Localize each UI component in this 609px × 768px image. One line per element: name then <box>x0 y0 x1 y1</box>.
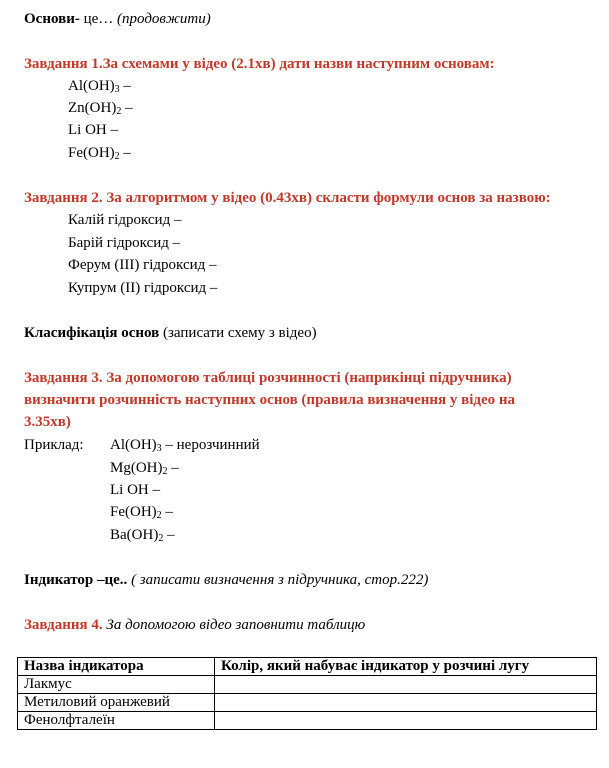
task2-item: Ферум (ІІІ) гідроксид – <box>68 257 217 273</box>
indicator-term: Індикатор –це.. <box>24 572 128 588</box>
table-cell-color[interactable] <box>215 712 597 730</box>
task4-hint: За допомогою відео заповнити таблицю <box>102 617 366 633</box>
table-header-cell: Колір, який набуває індикатор у розчині лугу <box>215 658 597 676</box>
table-cell-color[interactable] <box>215 676 597 694</box>
table-row <box>18 694 597 712</box>
task4-title: Завдання 4. <box>24 617 103 633</box>
table-header-cell: Назва індикатора <box>18 658 215 676</box>
classification-hint: (записати схему з відео) <box>159 325 317 341</box>
classification-term: Класифікація основ <box>24 325 160 341</box>
table-cell-color[interactable] <box>215 694 597 712</box>
example-label: Приклад: <box>24 437 84 453</box>
task3-title-line: 3.35хв) <box>24 414 71 430</box>
task1-title: Завдання 1.За схемами у відео (2.1хв) дати назви наступним основам: <box>24 56 495 72</box>
indicator-line <box>24 571 428 590</box>
indicator-hint: ( записати визначення з підручника, стор.222) <box>127 572 429 588</box>
task1-item: Li OH – <box>68 122 118 138</box>
table-row <box>18 712 597 730</box>
classification-line <box>24 324 317 343</box>
table-cell-indicator: Метиловий оранжевий <box>18 694 215 712</box>
task3-item: $Al(OH)_3$ – нерозчинний <box>110 437 260 454</box>
task2-item: Калій гідроксид – <box>68 212 182 228</box>
task3-item: $Fe(OH)_2$ – <box>110 504 173 521</box>
intro-term: Основи- <box>24 11 80 27</box>
task4-line <box>24 616 365 635</box>
indicator-table <box>17 657 597 730</box>
task3-item: Li OH – <box>110 482 160 498</box>
task3-title-line: визначити розчинність наступних основ (правила визначення у відео на <box>24 392 516 408</box>
task2-item: Барій гідроксид – <box>68 235 181 251</box>
intro-line <box>24 10 211 29</box>
table-header-row <box>18 658 597 676</box>
intro-text: це… <box>79 11 114 27</box>
table-row <box>18 676 597 694</box>
table-cell-indicator: Фенолфталеїн <box>18 712 215 730</box>
task2-item: Купрум (ІІ) гідроксид – <box>68 280 218 296</box>
table-cell-indicator: Лакмус <box>18 676 215 694</box>
task3-item: $Ba(OH)_2$ – <box>110 527 175 544</box>
task2-title: Завдання 2. За алгоритмом у відео (0.43хв) скласти формули основ за назвою: <box>24 190 551 206</box>
task3-item: $Mg(OH)_2$ – <box>110 460 179 477</box>
task1-item: $Al(OH)_3$ – <box>68 78 131 95</box>
task1-item: $Zn(OH)_2$ – <box>68 100 133 117</box>
intro-hint: (продовжити) <box>113 11 211 27</box>
task1-item: $Fe(OH)_2$ – <box>68 145 131 162</box>
task3-title-line: Завдання 3. За допомогою таблиці розчинності (наприкінці підручника) <box>24 370 512 386</box>
